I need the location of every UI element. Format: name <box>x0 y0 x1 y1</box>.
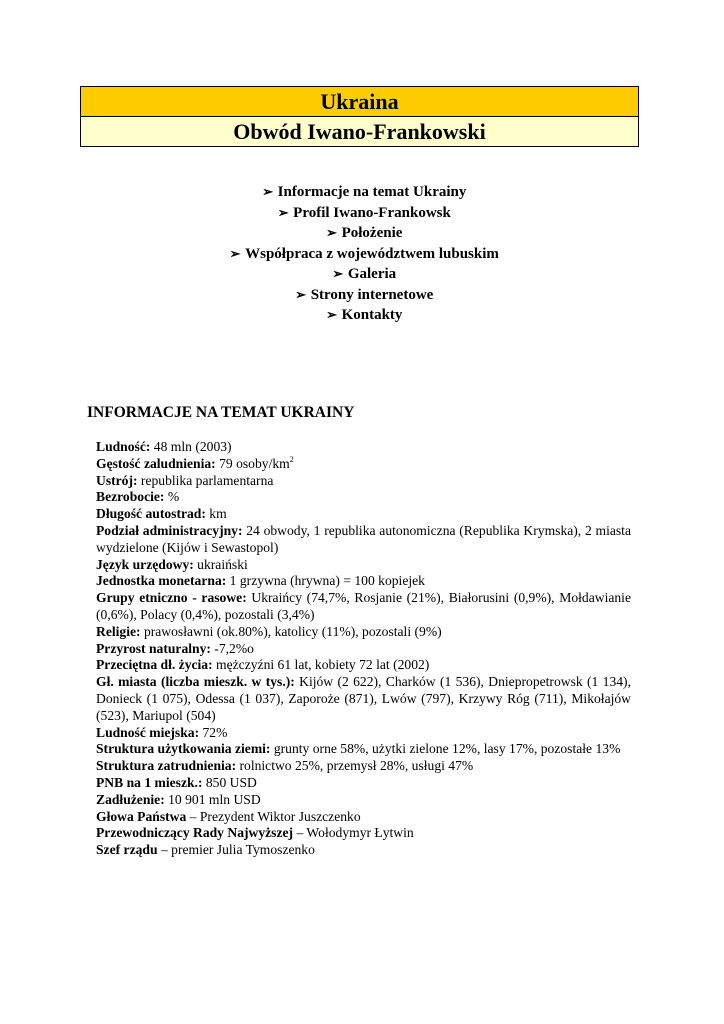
fact-row <box>96 573 631 590</box>
country-title: Ukraina <box>81 87 639 117</box>
fact-row <box>96 590 631 624</box>
fact-row <box>96 641 631 658</box>
fact-value: – Prezydent Wiktor Juszczenko <box>186 808 361 824</box>
nav-item-galeria[interactable] <box>0 264 724 285</box>
fact-row <box>96 557 631 574</box>
fact-row <box>96 523 631 557</box>
fact-value: ukraiński <box>193 556 248 572</box>
fact-label: Długość autostrad: <box>96 506 206 522</box>
fact-value: – Wołodymyr Łytwin <box>293 825 414 841</box>
fact-value: prawosławni (ok.80%), katolicy (11%), pozostali (9%) <box>140 623 442 639</box>
arrow-right-bullet-icon: ➢ <box>229 245 241 261</box>
fact-row <box>96 506 631 523</box>
arrow-right-bullet-icon: ➢ <box>295 286 307 302</box>
fact-label: Grupy etniczno - rasowe: <box>96 590 247 606</box>
fact-label: Zadłużenie: <box>96 791 165 807</box>
fact-label: Podział administracyjny: <box>96 522 243 538</box>
nav-item-label[interactable]: Kontakty <box>341 307 403 323</box>
fact-label: Gęstość zaludnienia: <box>96 455 216 471</box>
title-table <box>80 86 639 147</box>
fact-row <box>96 439 631 456</box>
fact-value: -7,2%o <box>210 640 254 656</box>
fact-value: grunty orne 58%, użytki zielone 12%, lasy 17%, pozostałe 13% <box>270 741 621 757</box>
fact-label: Bezrobocie: <box>96 489 165 505</box>
fact-row <box>96 741 631 758</box>
fact-value: rolnictwo 25%, przemysł 28%, usługi 47% <box>236 758 474 774</box>
fact-label: Szef rządu <box>96 842 158 858</box>
fact-row <box>96 825 631 842</box>
fact-value: – premier Julia Tymoszenko <box>157 842 315 858</box>
fact-superscript: 2 <box>289 454 294 464</box>
fact-value: % <box>164 489 180 505</box>
fact-label: Gł. miasta (liczba mieszk. w tys.): <box>96 674 295 690</box>
nav-item-profil[interactable] <box>0 203 724 224</box>
fact-row <box>96 792 631 809</box>
navigation-menu <box>0 182 724 326</box>
fact-value: 10 901 mln USD <box>164 791 261 807</box>
nav-item-label[interactable]: Strony internetowe <box>310 286 434 303</box>
fact-label: Przeciętna dł. życia: <box>96 657 213 673</box>
facts-list <box>96 439 631 859</box>
fact-value: 24 obwody, 1 republika autonomiczna (Republika Krymska), 2 miasta wydzielone (Kijów i Sewastopol) <box>96 522 631 555</box>
arrow-right-bullet-icon: ➢ <box>332 266 344 281</box>
fact-value: mężczyźni 61 lat, kobiety 72 lat (2002) <box>212 657 430 673</box>
fact-row <box>96 775 631 792</box>
fact-label: Ustrój: <box>96 472 138 488</box>
fact-value: 48 mln (2003) <box>150 439 232 454</box>
nav-item-label[interactable]: Galeria <box>347 266 397 282</box>
fact-value: republika parlamentarna <box>137 472 274 488</box>
fact-row <box>96 758 631 775</box>
nav-item-label[interactable]: Profil Iwano-Frankowsk <box>293 204 451 221</box>
fact-label: Ludność miejska: <box>96 724 200 740</box>
fact-value: 72% <box>199 724 228 740</box>
fact-row <box>96 456 631 473</box>
fact-label: Przyrost naturalny: <box>96 640 211 656</box>
fact-value: Kijów (2 622), Charków (1 536), Dniepropetrowsk (1 134), Donieck (1 075), Odessa (1 037), Zaporoże (871), Lwów (797), Krzywy Róg (711), Mikołajów (523), Mariupol (504) <box>96 674 631 723</box>
fact-row <box>96 489 631 506</box>
arrow-right-bullet-icon: ➢ <box>326 307 338 322</box>
fact-label: PNB na 1 mieszk.: <box>96 774 203 790</box>
arrow-right-bullet-icon: ➢ <box>326 225 338 240</box>
fact-label: Struktura użytkowania ziemi: <box>96 741 271 757</box>
fact-row <box>96 809 631 826</box>
fact-value: 850 USD <box>202 774 257 790</box>
nav-item-label[interactable]: Informacje na temat Ukrainy <box>277 184 467 200</box>
fact-row <box>96 842 631 859</box>
fact-label: Przewodniczący Rady Najwyższej <box>96 825 294 841</box>
fact-row <box>96 657 631 674</box>
fact-label: Struktura zatrudnienia: <box>96 758 237 774</box>
fact-label: Język urzędowy: <box>96 556 194 572</box>
arrow-right-bullet-icon: ➢ <box>262 184 274 199</box>
arrow-right-bullet-icon: ➢ <box>277 204 289 220</box>
nav-item-wspolpraca[interactable] <box>0 244 724 265</box>
nav-item-kontakty[interactable] <box>0 305 724 326</box>
region-title: Obwód Iwano-Frankowski <box>81 117 639 147</box>
fact-row <box>96 624 631 641</box>
fact-label: Religie: <box>96 623 141 639</box>
nav-item-polozenie[interactable] <box>0 223 724 244</box>
fact-value: 79 osoby/km <box>215 455 290 471</box>
fact-row <box>96 674 631 724</box>
fact-row <box>96 473 631 490</box>
fact-label: Ludność: <box>96 439 151 454</box>
fact-label: Głowa Państwa <box>96 808 187 824</box>
nav-item-strony[interactable] <box>0 285 724 306</box>
section-title: INFORMACJE NA TEMAT UKRAINY <box>87 404 355 421</box>
fact-value: 1 grzywna (hrywna) = 100 kopiejek <box>226 573 425 589</box>
fact-value: km <box>205 506 227 522</box>
nav-item-label[interactable]: Położenie <box>341 225 403 241</box>
fact-value: Ukraińcy (74,7%, Rosjanie (21%), Białorusini (0,9%), Mołdawianie (0,6%), Polacy (0,4%), pozostali (3,4%) <box>96 590 631 622</box>
nav-item-label[interactable]: Współpraca z województwem lubuskim <box>245 245 499 262</box>
fact-label: Jednostka monetarna: <box>96 573 227 589</box>
nav-item-informacje[interactable] <box>0 182 724 203</box>
fact-row <box>96 725 631 742</box>
